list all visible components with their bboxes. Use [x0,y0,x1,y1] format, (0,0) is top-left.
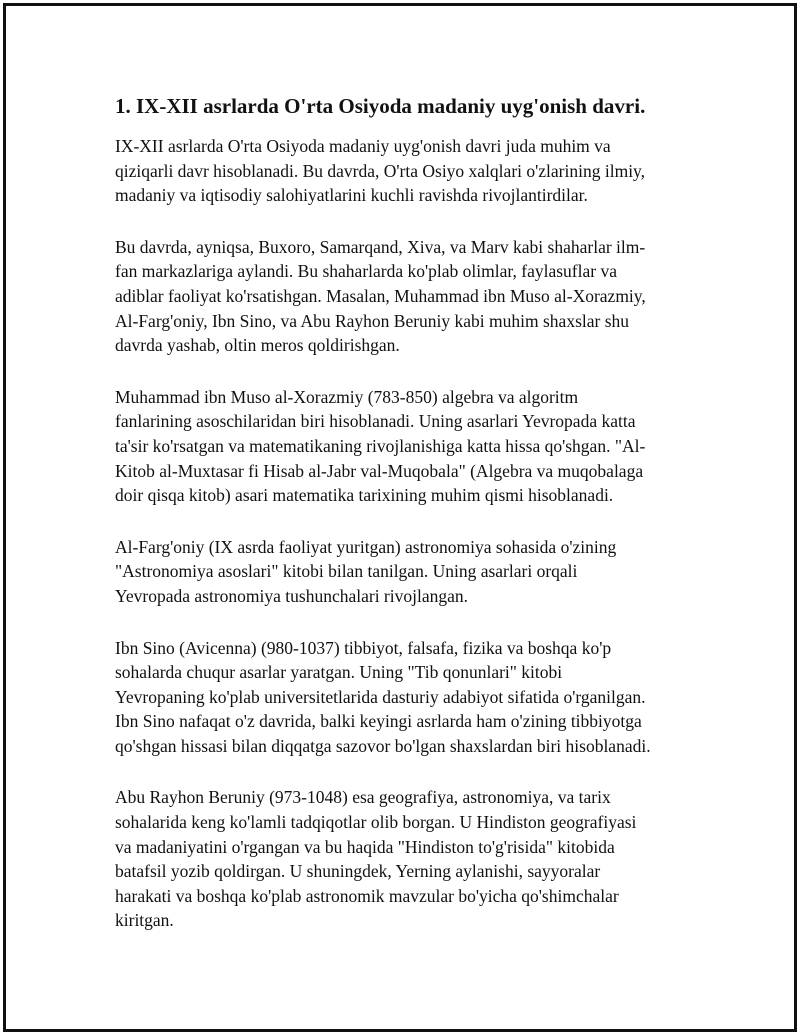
text-line: batafsil yozib qoldirgan. U shuningdek, Yerning aylanishi, sayyoralar [115,861,601,882]
text-line: Ibn Sino nafaqat o'z davrida, balki keyingi asrlarda ham o'zining tibbiyotga [115,711,642,732]
text-line: Bu davrda, ayniqsa, Buxoro, Samarqand, Xiva, va Marv kabi shaharlar ilm- [115,236,646,257]
paragraph-farg-oniy [115,535,685,609]
paragraph-xorazmiy [115,385,685,508]
paragraph-beruniy [115,785,685,933]
text-line: fan markazlariga aylandi. Bu shaharlarda ko'plab olimlar, faylasuflar va [115,261,617,282]
text-line: Kitob al-Muxtasar fi Hisab al-Jabr val-Muqobala" (Algebra va muqobalaga [115,460,644,481]
text-line: Al-Farg'oniy, Ibn Sino, va Abu Rayhon Beruniy kabi muhim shaxslar shu [115,310,630,331]
text-line: IX-XII asrlarda O'rta Osiyoda madaniy uyg'onish davri juda muhim va [115,136,611,156]
text-line: qiziqarli davr hisoblanadi. Bu davrda, O'rta Osiyo xalqlari o'zlarining ilmiy, [115,160,646,181]
paragraph-ibn-sino [115,636,685,759]
text-line: Muhammad ibn Muso al-Xorazmiy (783-850) algebra va algoritm [115,386,579,407]
text-line: davrda yashab, oltin meros qoldirishgan. [115,335,400,356]
text-line: Al-Farg'oniy (IX asrda faoliyat yuritgan) astronomiya sohasida o'zining [115,536,617,557]
text-line: madaniy va iqtisodiy salohiyatlarini kuchli ravishda rivojlantirdilar. [115,185,588,206]
paragraph-cities [115,235,685,358]
text-line: adiblar faoliyat ko'rsatishgan. Masalan, Muhammad ibn Muso al-Xorazmiy, [115,285,646,306]
text-line: sohalarda chuqur asarlar yaratgan. Uning "Tib qonunlari" kitobi [115,662,563,683]
text-line: Abu Rayhon Beruniy (973-1048) esa geografiya, astronomiya, va tarix [115,787,611,808]
text-line: Yevropaning ko'plab universitetlarida dasturiy adabiyot sifatida o'rganilgan. [115,686,646,707]
text-line: ta'sir ko'rsatgan va matematikaning rivojlanishiga katta hissa qo'shgan. "Al- [115,435,646,456]
text-line: harakati va boshqa ko'plab astronomik mavzular bo'yicha qo'shimchalar [115,885,619,906]
text-line: sohalarida keng ko'lamli tadqiqotlar olib borgan. U Hindiston geografiyasi [115,812,637,833]
document-body [115,92,685,960]
text-line: qo'shgan hissasi bilan diqqatga sazovor bo'lgan shaxslardan biri hisoblanadi. [115,735,651,756]
text-line: kiritgan. [115,910,174,931]
text-line: Ibn Sino (Avicenna) (980-1037) tibbiyot, falsafa, fizika va boshqa ko'p [115,637,612,658]
paragraph-intro [115,134,685,208]
text-line: "Astronomiya asoslari" kitobi bilan tanilgan. Uning asarlari orqali [115,561,578,582]
text-line: va madaniyatini o'rgangan va bu haqida "Hindiston to'g'risida" kitobida [115,836,615,857]
text-line: doir qisqa kitob) asari matematika tarixining muhim qismi hisoblanadi. [115,485,614,506]
text-line: fanlarining asoschilaridan biri hisoblanadi. Uning asarlari Yevropada katta [115,411,636,432]
section-heading: 1. IX-XII asrlarda O'rta Osiyoda madaniy uyg'onish davri. [115,94,646,118]
text-line: Yevropada astronomiya tushunchalari rivojlangan. [115,585,468,606]
